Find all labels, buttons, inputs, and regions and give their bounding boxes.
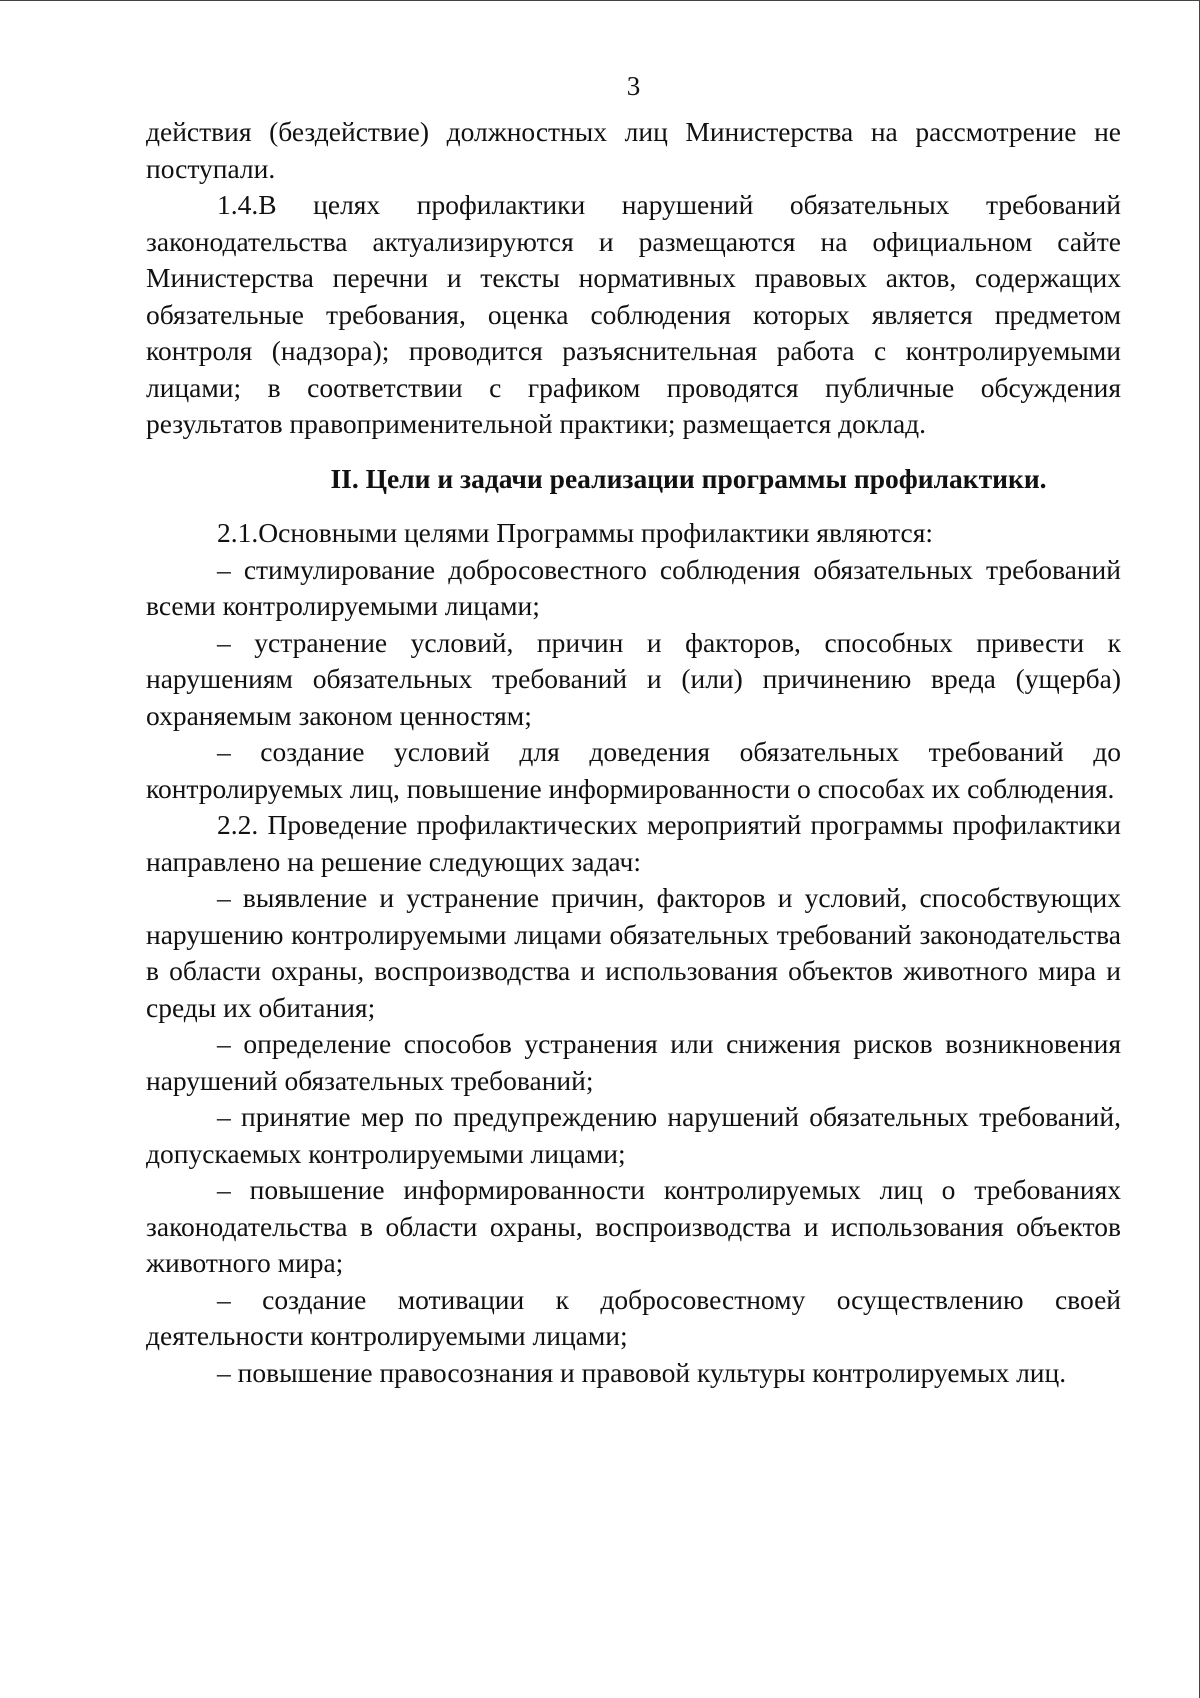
goal-item: – создание условий для доведения обязательных требований до контролируемых лиц, повышение информированности о способах их соблюдения.: [146, 736, 1121, 804]
paragraph-intro-continuation: действия (бездействие) должностных лиц Министерства на рассмотрение не поступали.: [146, 116, 1121, 184]
task-item: – повышение правосознания и правовой культуры контролируемых лиц.: [217, 1356, 1067, 1388]
text-block: [146, 114, 1121, 1391]
goal-item: – стимулирование добросовестного соблюдения обязательных требований всеми контролируемыми лицами;: [146, 553, 1121, 621]
paragraph-1-4: 1.4.В целях профилактики нарушений обязательных требований законодательства актуализируются и размещаются на официальном сайте Министерства перечни и тексты нормативных правовых актов, содержащих обязательные требования, оценка соблюдения которых является предметом контроля (надзора); проводится разъяснительная работа с контролируемыми лицами; в соответствии с графиком проводятся публичные обсуждения результатов правоприменительной практики; размещается доклад.: [146, 189, 1121, 439]
tasks-heading: 2.2. Проведение профилактических мероприятий программы профилактики направлено на решение следующих задач:: [146, 809, 1121, 877]
task-item: – создание мотивации к добросовестному осуществлению своей деятельности контролируемыми лицами;: [146, 1283, 1121, 1351]
task-item: – повышение информированности контролируемых лиц о требованиях законодательства в области охраны, воспроизводства и использования объектов животного мира;: [146, 1174, 1121, 1278]
task-item: – выявление и устранение причин, факторов и условий, способствующих нарушению контролируемыми лицами обязательных требований законодательства в области охраны, воспроизводства и использования объектов животного мира и среды их обитания;: [146, 882, 1121, 1023]
task-item: – определение способов устранения или снижения рисков возникновения нарушений обязательных требований;: [146, 1028, 1121, 1096]
goals-heading: 2.1.Основными целями Программы профилактики являются:: [217, 517, 934, 548]
page-number: 3: [626, 71, 641, 101]
goal-item: – устранение условий, причин и факторов, способных привести к нарушениям обязательных требований и (или) причинению вреда (ущерба) охраняемым законом ценностям;: [146, 626, 1121, 731]
task-item: – принятие мер по предупреждению нарушений обязательных требований, допускаемых контролируемыми лицами;: [146, 1101, 1121, 1169]
section-title: II. Цели и задачи реализации программы профилактики.: [330, 462, 1047, 494]
